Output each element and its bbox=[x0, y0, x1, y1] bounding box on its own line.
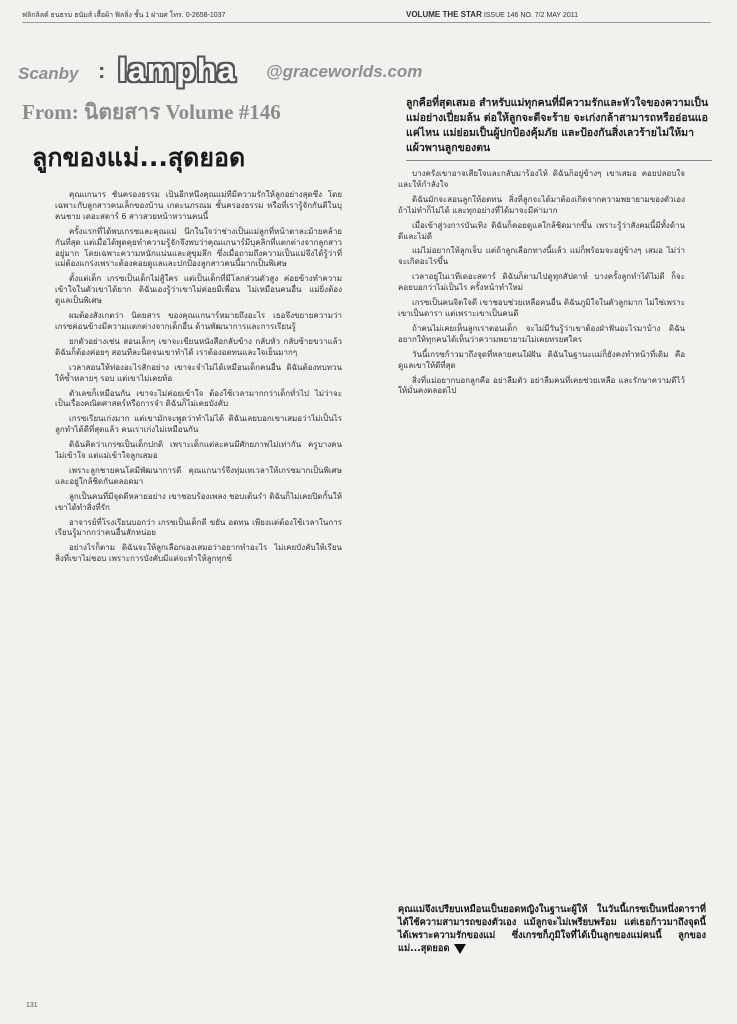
body-paragraph: วันนี้เกรซก้าวมาถึงจุดที่หลายคนใฝ่ฝัน ดิฉันในฐานะแม่ก็ยังคงทำหน้าที่เดิม คือดูแลเขาให้ดีที่สุด bbox=[398, 349, 685, 370]
body-paragraph: เมื่อเข้าสู่วงการบันเทิง ดิฉันก็คอยดูแลใกล้ชิดมากขึ้น เพราะรู้ว่าสังคมนี้มีทั้งด้านดีและไม่ดี bbox=[398, 220, 685, 241]
body-paragraph: แม่ไม่อยากให้ลูกเจ็บ แต่ถ้าลูกเลือกทางนี้แล้ว แม่ก็พร้อมจะอยู่ข้างๆ เสมอ ไม่ว่าจะเกิดอะไรขึ้น bbox=[398, 246, 685, 267]
body-paragraph: เวลาอยู่ในเวทีเดอะสตาร์ ดิฉันก็ตามไปดูทุกสัปดาห์ บางครั้งลูกทำได้ไม่ดี ก็จะคอยบอกว่าไม่เป็นไร ครั้งหน้าทำใหม่ bbox=[398, 272, 685, 293]
body-paragraph: คุณแกนาร ชั้นครองธรรม เป็นอีกหนึ่งคุณแม่ที่มีความรักให้ลูกอย่างสุดซึ้ง โดยเฉพาะกับลูกสาวคนเล็กของบ้าน เกดะนภรณม ชั้นครองธรรม หรือที่เรารู้จักกันดีในบุคนชาย เดอะสตาร์ 6 สาวสวยหน้าหวานคนนี้ bbox=[55, 190, 342, 221]
body-paragraph: ลูกเป็นคนที่มีจุดดีหลายอย่าง เขาชอบร้องเพลง ชอบเต้นรำ ดิฉันก็ไม่เคยปิดกั้นให้เขาได้ทำสิ่งที่รัก bbox=[55, 491, 342, 512]
watermark-colon: : bbox=[98, 58, 106, 83]
body-paragraph: บางครั้งเขาอาจเสียใจและกลับมาร้องไห้ ดิฉันก็อยู่ข้างๆ เขาเสมอ คอยปลอบใจและให้กำลังใจ bbox=[398, 169, 685, 189]
body-paragraph: เพราะลูกชายคนโตมีพัฒนาการดี คุณแกนาร์จึงทุ่มเทเวลาให้เกรซมากเป็นพิเศษ และอยู่ใกล้ชิดกันตลอดมา bbox=[55, 465, 342, 486]
header-right bbox=[406, 10, 578, 19]
body-paragraph: อาจารย์ที่โรงเรียนบอกว่า เกรซเป็นเด็กดี ขยัน อดทน เพียงแต่ต้องใช้เวลาในการเรียนรู้มากกว่าคนอื่นสักหน่อย bbox=[55, 517, 342, 538]
body-paragraph: ดิฉันคิดว่าเกรซเป็นเด็กปกติ เพราะเด็กแต่ละคนมีศักยภาพไม่เท่ากัน ครูบางคนไม่เข้าใจ แต่แม่เข้าใจลูกเสมอ bbox=[55, 440, 342, 461]
watermark-site: @graceworlds.com bbox=[266, 62, 423, 81]
body-paragraph: ครั้งแรกที่ได้พบเกรซและคุณแม่ นึกในใจว่าช่างเป็นแม่ลูกที่หน้าตาละม้ายคล้ายกันที่สุด แต่เมื่อได้พูดคุยทำความรู้จักจึงพบว่าคุณแกนาร์มีบุคลิกที่แตกต่างจากลูกสาวอยู่มาก โดยเฉพาะความหนักแน่นและสุขุมลึก ซึ่งเมื่อถามถึงความเป็นแม่จึงได้รู้ว่าที่แม่ต้องแกร่งเพราะต้องคอยดูแลและปกป้องลูกสาวคนนี้มากเป็นพิเศษ bbox=[55, 226, 342, 269]
watermark-name: lampha bbox=[118, 52, 237, 88]
body-paragraph: ผมต้องสังเกตว่า นิตยสาร ของคุณแกนาร์หมายถึงอะไร เธอจึงขยายความว่าเกรซค่อนข้างมีความแตกต่างจากเด็กอื่น ด้านพัฒนาการและการเรียนรู้ bbox=[55, 311, 342, 331]
header-brand: VOLUME THE STAR bbox=[406, 10, 482, 19]
page-number: 131 bbox=[26, 1002, 38, 1009]
article-intro: ลูกคือที่สุดเสมอ สำหรับแม่ทุกคนที่มีความรักและหัวใจของความเป็นแม่อย่างเปี่ยมล้น ต่อให้ลูกจะดีจะร้าย จะเก่งกล้าสามารถหรืออ่อนแอแค่ไหน แม่ย่อมเป็นผู้ปกป้องคุ้มภัย และป้องกันสิ่งเลวร้ายไม่ให้มาแผ้วพานลูกของตน bbox=[406, 97, 709, 154]
body-paragraph: ตั้งแต่เด็ก เกรซเป็นเด็กไม่สู้ใคร แต่เป็นเด็กที่มีโลกส่วนตัวสูง ค่อยข้างทำความเข้าใจในตัวเขาได้ยาก ดิฉันเองรู้ว่าเขาไม่ค่อยมีเพื่อน ไม่เหมือนคนอื่น แม่ยิ่งต้องดูแลเป็นพิเศษ bbox=[55, 274, 342, 306]
body-column-left bbox=[55, 190, 342, 970]
body-paragraph: อย่างไรก็ตาม ดิฉันจะให้ลูกเลือกเองเสมอว่าอยากทำอะไร ไม่เคยบังคับให้เรียนสิ่งที่เขาไม่ชอบ เพราะการบังคับมีแต่จะทำให้ลูกทุกข์ bbox=[55, 543, 342, 564]
body-paragraph: ถ้าคนไม่เคยเห็นลูกเราตอนเด็ก จะไม่มีวันรู้ว่าเขาต้องฝ่าฟันอะไรมาบ้าง ดิฉันอยากให้ทุกคนได้เห็นว่าความพยายามไม่เคยทรยศใคร bbox=[398, 323, 685, 344]
body-paragraph: ยกตัวอย่างเช่น สอนเล็กๆ เขาจะเขียนหนังสือกลับข้าง กลับหัว กลับซ้ายขวาแล้วดิฉันก็ต้องค่อยๆ สอนทีละนิดจนเขาทำได้ เราต้องอดทนและใจเย็นมากๆ bbox=[55, 336, 342, 357]
body-paragraph: เกรซเป็นคนจิตใจดี เขาชอบช่วยเหลือคนอื่น ดิฉันภูมิใจในตัวลูกมาก ไม่ใช่เพราะเขาเป็นดารา แต่เพราะเขาเป็นคนดี bbox=[398, 298, 685, 318]
body-paragraph: ตัวเลขก็เหมือนกัน เขาจะไม่ค่อยเข้าใจ ต้องใช้เวลามากกว่าเด็กทั่วไป ไม่ว่าจะเป็นเรื่องคณิตศาสตร์หรือการจำ ดิฉันก็ไม่เคยบังคับ bbox=[55, 388, 342, 409]
body-paragraph: สิ่งที่แม่อยากบอกลูกคือ อย่าลืมตัว อย่าลืมคนที่เคยช่วยเหลือ และรักษาความดีไว้ให้มั่นคงตลอดไป bbox=[398, 375, 685, 396]
source-line: From: นิตยสาร Volume #146 bbox=[22, 100, 281, 124]
header-divider bbox=[22, 22, 711, 23]
body-column-right bbox=[398, 169, 685, 829]
watermark-scanby: Scanby bbox=[18, 64, 79, 83]
outro-text: คุณแม่จึงเปรียบเหมือนเป็นยอดหญิงในฐานะผู้ให้ ในวันนี้เกรซเป็นหนึ่งดาราที่ได้ใช้ความสามารถของตัวเอง แม้ลูกจะไม่เพรียบพร้อม แต่เธอก้าวมาถึงจุดนี้ได้เพราะความรักของแม่ ซึ่งเกรซก็ภูมิใจที่ได้เป็นลูกของแม่คนนี้ ลูกของแม่...สุดยอด bbox=[398, 904, 706, 954]
article-title: ลูกของแม่...สุดยอด bbox=[32, 143, 246, 172]
body-paragraph: เวลาสอนให้ท่องอะไรสักอย่าง เขาจะจำไม่ได้เหมือนเด็กคนอื่น ดิฉันต้องทบทวนให้ซ้ำหลายๆ รอบ แต่เขาไม่เคยท้อ bbox=[55, 362, 342, 383]
body-paragraph: เกรซเรียนเก่งมาก แต่เขามักจะพูดว่าทำไม่ได้ ดิฉันเลยบอกเขาเสมอว่าไม่เป็นไร ลูกทำได้ดีที่สุดแล้ว คนเราเก่งไม่เหมือนกัน bbox=[55, 414, 342, 435]
intro-divider bbox=[406, 160, 712, 161]
header-left-credit: ฟลิกลิลด์ ธนธรม ธนัมส์ เสื้อผ้า ฟิลลิ่ง ชั้น 1 ผ่ายศ โทร. 0-2658-1037 bbox=[22, 12, 226, 19]
end-mark-icon bbox=[454, 944, 466, 954]
header-issue: ISSUE 146 NO. 7/2 MAY 2011 bbox=[483, 12, 578, 19]
body-paragraph: ดิฉันมักจะสอนลูกให้อดทน สิ่งที่ลูกจะได้มาต้องเกิดจากความพยายามของตัวเอง ถ้าไม่ทำก็ไม่ได้ และทุกอย่างที่ได้มาจะมีค่ามาก bbox=[398, 194, 685, 215]
article-outro bbox=[398, 903, 706, 955]
